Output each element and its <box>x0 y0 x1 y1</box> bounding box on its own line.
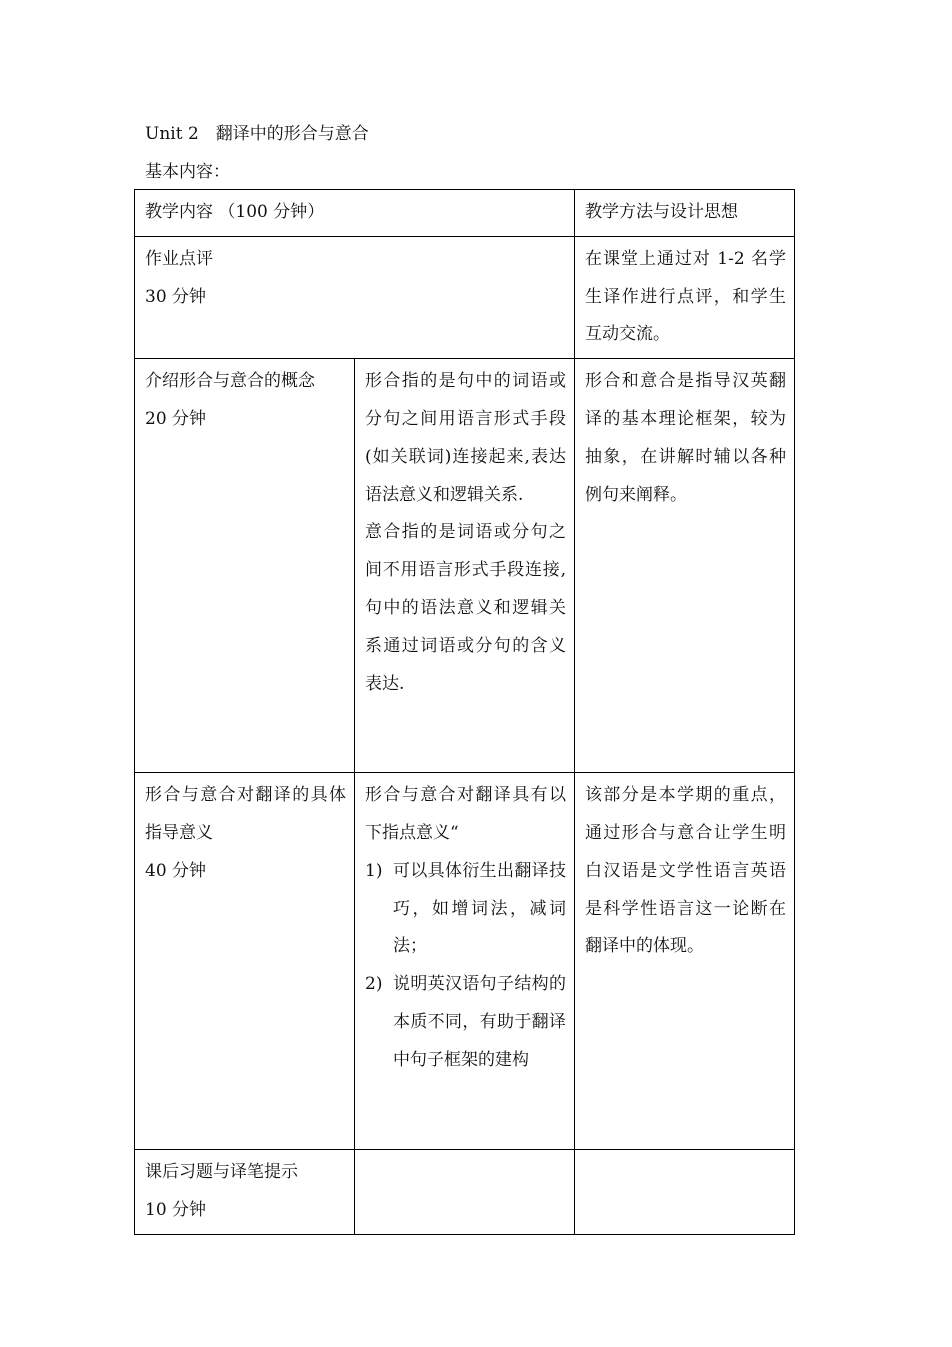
list-item-number: 2) <box>365 974 383 995</box>
homework-content-cell <box>135 236 575 358</box>
header-method-cell: 教学方法与设计思想 <box>575 190 795 237</box>
intro-detail-xinghe: 形合指的是句中的词语或分句之间用语言形式手段(如关联词)连接起来,表达语法意义和逻辑关系. <box>365 371 566 505</box>
homework-duration: 30 分钟 <box>145 286 207 307</box>
list-item <box>365 853 566 966</box>
lesson-plan-table <box>134 189 795 1235</box>
guidance-topic-cell <box>135 773 355 1150</box>
guidance-method-cell: 该部分是本学期的重点，通过形合与意合让学生明白汉语是文学性语言英语是科学性语言这一论断在翻译中的体现。 <box>575 773 795 1150</box>
guidance-detail-intro: 形合与意合对翻译具有以下指点意义“ <box>365 785 566 843</box>
table-row <box>135 359 795 773</box>
list-item-text: 说明英汉语句子结构的本质不同，有助于翻译中句子框架的建构 <box>393 974 566 1070</box>
homework-method-cell: 在课堂上通过对 1-2 名学生译作进行点评，和学生互动交流。 <box>575 236 795 358</box>
exercise-duration: 10 分钟 <box>145 1199 207 1220</box>
exercise-title: 课后习题与译笔提示 <box>145 1162 298 1183</box>
document-title: Unit 2 翻译中的形合与意合 <box>145 124 369 144</box>
header-content-cell: 教学内容 （100 分钟） <box>135 190 575 237</box>
intro-detail-yihe: 意合指的是词语或分句之间不用语言形式手段连接,句中的语法意义和逻辑关系通过词语或分句的含义表达. <box>365 522 566 694</box>
table-row <box>135 773 795 1150</box>
intro-title: 介绍形合与意合的概念 <box>145 371 315 392</box>
intro-topic-cell <box>135 359 355 773</box>
list-item <box>365 966 566 1079</box>
list-item-number: 1) <box>365 860 383 881</box>
exercise-detail-cell <box>355 1150 575 1235</box>
table-header-row <box>135 190 795 237</box>
intro-duration: 20 分钟 <box>145 408 207 429</box>
section-label: 基本内容： <box>145 162 230 182</box>
guidance-duration: 40 分钟 <box>145 860 207 881</box>
homework-title: 作业点评 <box>145 248 213 269</box>
exercise-method-cell <box>575 1150 795 1235</box>
list-item-text: 可以具体衍生出翻译技巧，如增词法，减词法； <box>393 860 566 957</box>
exercise-topic-cell <box>135 1150 355 1235</box>
guidance-detail-cell <box>355 773 575 1150</box>
table-row <box>135 1150 795 1235</box>
intro-detail-cell <box>355 359 575 773</box>
guidance-title: 形合与意合对翻译的具体指导意义 <box>145 785 346 843</box>
table-row <box>135 236 795 358</box>
intro-method-cell: 形合和意合是指导汉英翻译的基本理论框架，较为抽象，在讲解时辅以各种例句来阐释。 <box>575 359 795 773</box>
guidance-list <box>365 853 566 1080</box>
